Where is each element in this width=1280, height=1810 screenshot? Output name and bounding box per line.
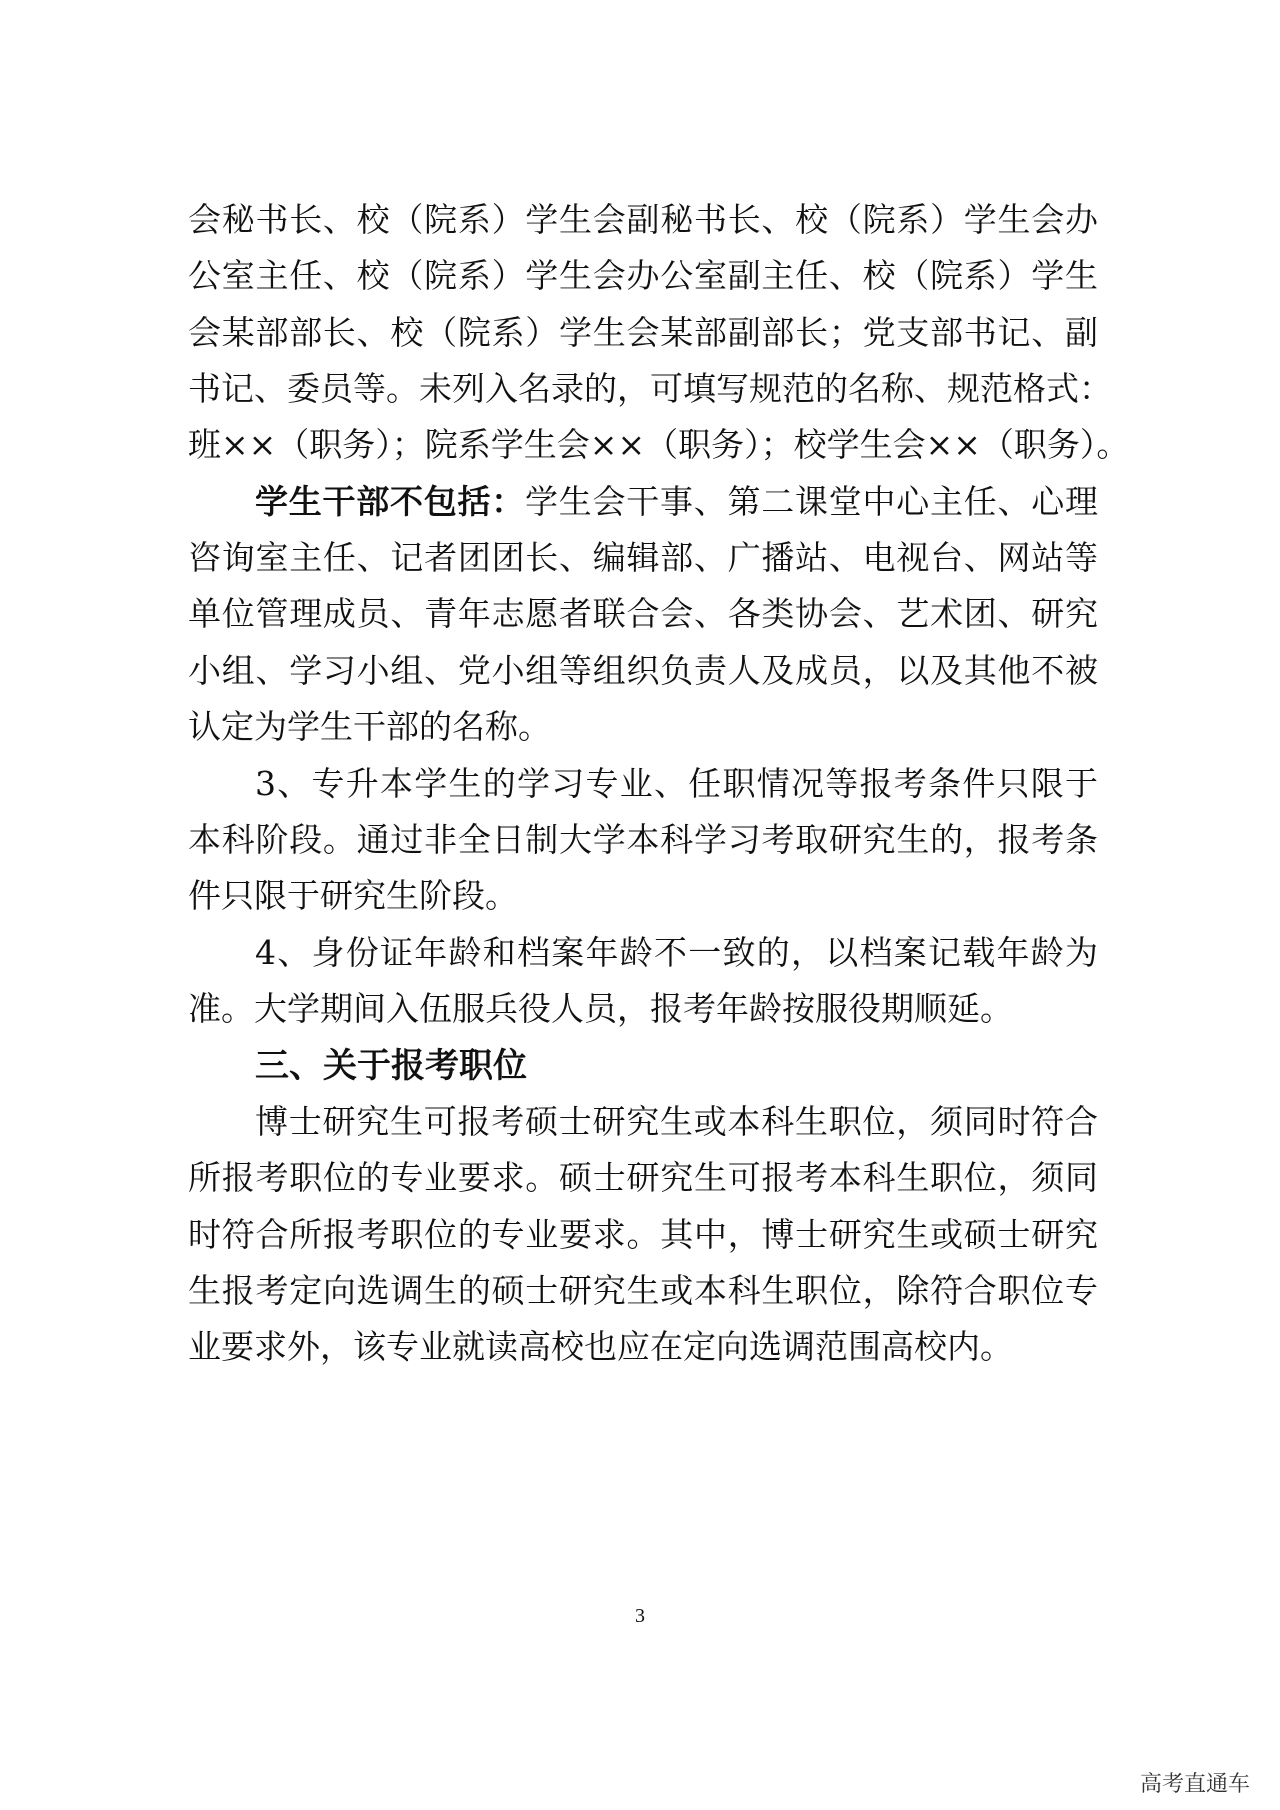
paragraph-2-lead: 学生干部不包括： (255, 482, 525, 521)
paragraph-1-line-1: 会秘书长、校（院系）学生会副秘书长、校（院系）学生会办 (188, 200, 1098, 239)
section-heading: 三、关于报考职位 (255, 1046, 527, 1086)
watermark-text: 高考直通车 (1134, 1765, 1256, 1800)
paragraph-2-line-4: 小组、学习小组、党小组等组织负责人及成员，以及其他不被 (188, 651, 1098, 690)
paragraph-2-line-3: 单位管理成员、青年志愿者联合会、各类协会、艺术团、研究 (188, 594, 1098, 633)
paragraph-2-line-2: 咨询室主任、记者团团长、编辑部、广播站、电视台、网站等 (188, 538, 1098, 577)
paragraph-5-line-4: 生报考定向选调生的硕士研究生或本科生职位，除符合职位专 (188, 1271, 1098, 1310)
paragraph-2-line-1 (255, 482, 1098, 522)
paragraph-5-line-5: 业要求外，该专业就读高校也应在定向选调范围高校内。 (188, 1327, 1013, 1366)
paragraph-1-line-3: 会某部部长、校（院系）学生会某部副部长；党支部书记、副 (188, 313, 1098, 352)
paragraph-1-line-5: 班××（职务）；院系学生会××（职务）；校学生会××（职务）。 (188, 425, 1130, 464)
paragraph-5-line-1: 博士研究生可报考硕士研究生或本科生职位，须同时符合 (255, 1102, 1098, 1141)
paragraph-4-line-2: 准。大学期间入伍服兵役人员，报考年龄按服役期顺延。 (188, 989, 1013, 1028)
paragraph-3-line-1: 3、专升本学生的学习专业、任职情况等报考条件只限于 (255, 764, 1098, 803)
paragraph-2-first-rest: 学生会干事、第二课堂中心主任、心理 (525, 482, 1098, 521)
paragraph-3-line-2: 本科阶段。通过非全日制大学本科学习考取研究生的，报考条 (188, 820, 1098, 859)
paragraph-1-line-2: 公室主任、校（院系）学生会办公室副主任、校（院系）学生 (188, 256, 1098, 295)
page-number: 3 (635, 1605, 645, 1627)
paragraph-1-line-4: 书记、委员等。未列入名录的，可填写规范的名称、规范格式： (188, 369, 1112, 408)
paragraph-5-line-3: 时符合所报考职位的专业要求。其中，博士研究生或硕士研究 (188, 1215, 1098, 1254)
paragraph-2-line-5: 认定为学生干部的名称。 (188, 707, 551, 746)
paragraph-3-line-3: 件只限于研究生阶段。 (188, 876, 518, 915)
paragraph-5-line-2: 所报考职位的专业要求。硕士研究生可报考本科生职位，须同 (188, 1158, 1098, 1197)
paragraph-4-line-1: 4、身份证年龄和档案年龄不一致的，以档案记载年龄为 (255, 933, 1098, 972)
